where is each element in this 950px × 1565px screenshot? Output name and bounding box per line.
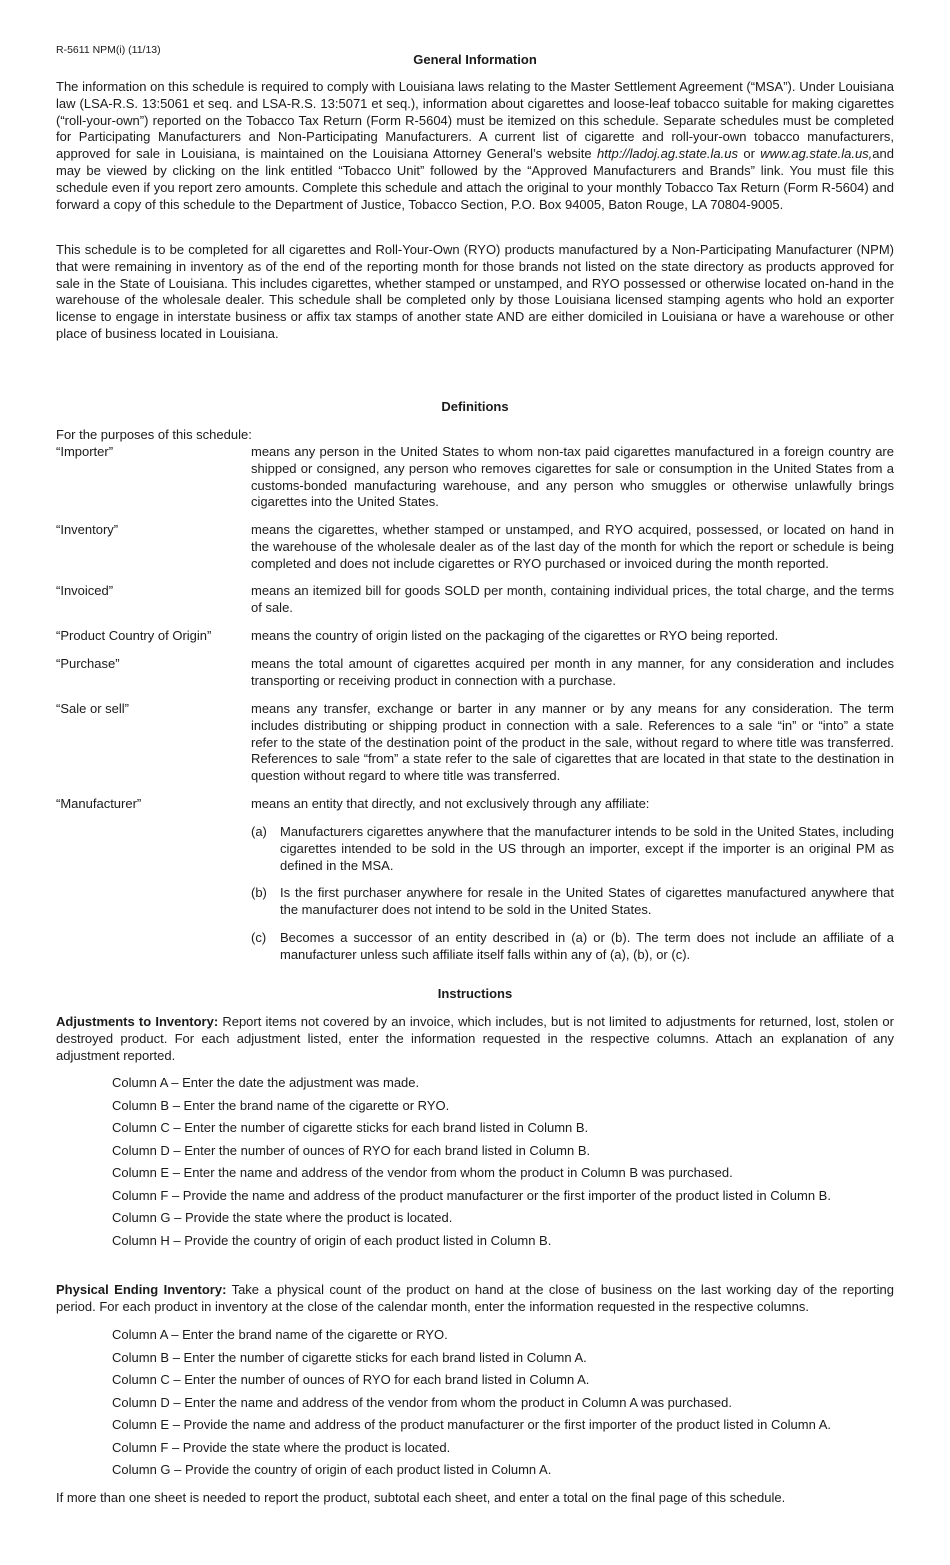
definition-term: “Product Country of Origin” xyxy=(56,628,212,643)
attorney-general-link-1[interactable]: http://ladoj.ag.state.la.us xyxy=(597,146,738,162)
adjustments-text: Report items not covered by an invoice, which includes, but is not limited to adjustments for returned, lost, stolen or destroyed product. For each adjustment listed, enter the information requested in the respective columns. Attach an explanation of any adjustment reported. xyxy=(56,1014,894,1063)
adjustments-paragraph xyxy=(56,1014,894,1064)
definition-invoiced xyxy=(56,583,894,617)
list-item: Column C – Enter the number of ounces of RYO for each brand listed in Column A. xyxy=(112,1372,590,1387)
definitions-intro: For the purposes of this schedule: xyxy=(56,427,252,442)
instructions-heading: Instructions xyxy=(437,986,513,1001)
definition-purchase xyxy=(56,656,894,690)
definition-term: “Sale or sell” xyxy=(56,701,129,716)
list-item: Column E – Enter the name and address of the vendor from whom the product in Column B was purchased. xyxy=(112,1165,733,1180)
definition-inventory xyxy=(56,522,894,572)
list-item: Column A – Enter the brand name of the cigarette or RYO. xyxy=(112,1327,448,1342)
definition-text: means the total amount of cigarettes acquired per month in any manner, for any consideration and includes transporting or receiving product in connection with a purchase. xyxy=(251,656,894,688)
sub-item-text: Becomes a successor of an entity described in (a) or (b). The term does not include an affiliate of a manufacturer unless such affiliate itself falls within any of (a), (b), or (c). xyxy=(280,930,894,962)
attorney-general-link-2[interactable]: www.ag.state.la.us, xyxy=(760,146,873,162)
manufacturer-sub-item-c xyxy=(251,930,894,964)
list-item: Column G – Provide the state where the product is located. xyxy=(112,1210,453,1225)
definition-text: means the country of origin listed on the packaging of the cigarettes or RYO being reported. xyxy=(251,628,779,643)
definition-text: means any person in the United States to whom non-tax paid cigarettes manufactured in a foreign country are shipped or consigned, any person who removes cigarettes for sale or consumption in the United States from a customs-bonded manufacturing warehouse, and any person who smuggles or otherwise unlawfully brings cigarettes into the United States. xyxy=(251,444,894,510)
list-item: Column G – Provide the country of origin of each product listed in Column A. xyxy=(112,1462,552,1477)
definition-term: “Inventory” xyxy=(56,522,119,537)
list-item: Column B – Enter the brand name of the cigarette or RYO. xyxy=(112,1097,450,1113)
manufacturer-sub-item-a xyxy=(251,824,894,874)
definition-term: “Invoiced” xyxy=(56,583,114,598)
definition-text: means the cigarettes, whether stamped or unstamped, and RYO acquired, possessed, or located on hand in the warehouse of the wholesale dealer as of the last day of the month for which the report or schedule is being completed and does not include cigarettes or RYO purchased or invoiced during the month reported. xyxy=(251,522,894,571)
manufacturer-sub-item-b xyxy=(251,885,894,919)
form-id: R-5611 NPM(i) (11/13) xyxy=(56,44,161,56)
sub-item-letter: (c) xyxy=(251,930,267,945)
sub-item-letter: (a) xyxy=(251,824,267,839)
sub-item-text: Is the first purchaser anywhere for resale in the United States of cigarettes manufactured anywhere that the manufacturer does not intend to be sold in the United States. xyxy=(280,885,894,917)
list-item: Column F – Provide the state where the product is located. xyxy=(112,1439,451,1455)
list-item: Column F – Provide the name and address of the product manufacturer or the first importer of the product listed in Column B. xyxy=(112,1187,831,1203)
footer-note: If more than one sheet is needed to report the product, subtotal each sheet, and enter a total on the final page of this schedule. xyxy=(56,1490,786,1505)
list-item: Column B – Enter the number of cigarette sticks for each brand listed in Column A. xyxy=(112,1349,587,1365)
list-item: Column A – Enter the date the adjustment was made. xyxy=(112,1075,420,1090)
definition-text: means an itemized bill for goods SOLD per month, containing individual prices, the total charge, and the terms of sale. xyxy=(251,583,894,615)
sub-item-letter: (b) xyxy=(251,885,267,900)
definition-term: “Purchase” xyxy=(56,656,120,671)
physical-inventory-label: Physical Ending Inventory: xyxy=(56,1282,227,1297)
sub-item-text: Manufacturers cigarettes anywhere that the manufacturer intends to be sold in the United States, including cigarettes intended to be sold in the US through an importer, except if the importer is an original PM as defined in the MSA. xyxy=(280,824,894,873)
physical-inventory-text: Take a physical count of the product on hand at the close of business on the last working day of the reporting period. For each product in inventory at the close of the calendar month, enter the information requested in the respective columns. xyxy=(56,1282,894,1314)
general-paragraph-2: This schedule is to be completed for all cigarettes and Roll-Your-Own (RYO) products manufactured by a Non-Participating Manufacturer (NPM) that were remaining in inventory as of the end of the reporting month for those brands not listed on the state directory as products approved for sale in the State of Louisiana. This includes cigarettes, whether stamped or unstamped, and RYO possessed or otherwise located on-hand in the warehouse of the wholesale dealer. This schedule shall be completed only by those Louisiana licensed stamping agents who hold an exporter license to engage in interstate business or affix tax stamps of another state AND are either domiciled in Louisiana or have a warehouse or other place of business located in Louisiana. xyxy=(56,242,894,341)
definition-text: means any transfer, exchange or barter in any manner or by any means for any consideration. The term includes distributing or shipping product in connection with a sale. References to a sale “in” or “into” a state refer to the state of the destination point of the product in the sale, without regard to where title was transferred. References to sale “from” a state refer to the sale of cigarettes that are located in that state to the destination in question without regard to where title was transferred. xyxy=(251,701,894,784)
general-p1-or: or xyxy=(737,146,761,162)
adjustments-column-list xyxy=(112,1075,894,1255)
definitions-heading: Definitions xyxy=(441,399,509,414)
list-item: Column H – Provide the country of origin of each product listed in Column B. xyxy=(112,1232,552,1248)
definition-sale-or-sell xyxy=(56,701,894,785)
definition-country-of-origin xyxy=(56,628,894,645)
list-item: Column D – Enter the number of ounces of RYO for each brand listed in Column B. xyxy=(112,1142,591,1158)
definition-term: “Manufacturer” xyxy=(56,796,142,811)
list-item: Column E – Provide the name and address of the product manufacturer or the first importer of the product listed in Column A. xyxy=(112,1417,831,1432)
general-p1-text-a: The information on this schedule is required to comply with Louisiana laws relating to the Master Settlement Agreement (“MSA”). Under Louisiana law (LSA-R.S. 13:5061 et seq. and LSA-R.S. 13:5071 et seq.), information about cigarettes and loose-leaf tobacco suitable for making cigarettes (“roll-your-own”) reported on the Tobacco Tax Return (Form R-5604) must be itemized on this schedule. Separate schedules must be completed for Participating Manufacturers and Non-Participating Manufacturers. A current list of cigarette and roll-your-own tobacco manufacturers, approved for sale in Louisiana, is maintained on the Louisiana Attorney General’s website xyxy=(56,79,894,162)
definition-text: means an entity that directly, and not exclusively through any affiliate: xyxy=(251,796,650,811)
physical-inventory-paragraph xyxy=(56,1282,894,1316)
general-paragraph-1 xyxy=(56,79,894,213)
definition-term: “Importer” xyxy=(56,444,114,459)
physical-inventory-column-list xyxy=(112,1327,894,1485)
adjustments-label: Adjustments to Inventory: xyxy=(56,1014,219,1029)
list-item: Column C – Enter the number of cigarette sticks for each brand listed in Column B. xyxy=(112,1120,589,1135)
definition-importer xyxy=(56,444,894,511)
general-heading: General Information xyxy=(413,52,537,67)
definition-manufacturer xyxy=(56,796,894,813)
list-item: Column D – Enter the name and address of the vendor from whom the product in Column A was purchased. xyxy=(112,1394,733,1410)
general-p1-text-b: and may be viewed by clicking on the link entitled “Tobacco Unit” followed by the “Approved Manufacturers and Brands” link. You must file this schedule even if you report zero amounts. Complete this schedule and attach the original to your monthly Tobacco Tax Return (Form R-5604) and forward a copy of this schedule to the Department of Justice, Tobacco Section, P.O. Box 94005, Baton Rouge, LA 70804-9005. xyxy=(56,146,894,212)
